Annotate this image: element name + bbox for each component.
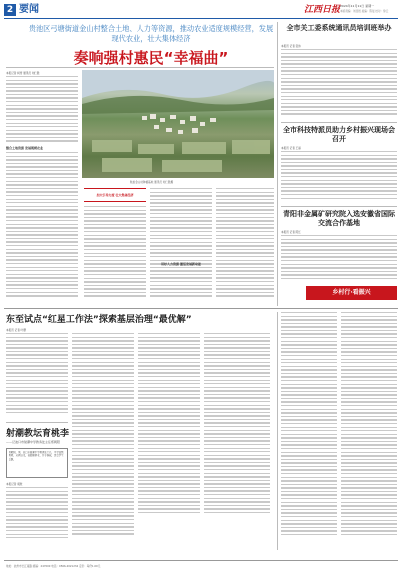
lead-subhead-box: [84, 188, 146, 202]
lead-title: 奏响强村惠民“幸福曲”: [73, 49, 229, 67]
right-story-2-title: 全市科技特派员助力乡村振兴现场会召开: [283, 126, 395, 143]
lead-body-col1: [6, 76, 78, 144]
editor-line: 本版责编：刘佳晨 美编：陈瑶 校对：徐云: [340, 10, 389, 13]
lead-subhead-1: 整合土地资源 发展规模农业: [6, 146, 44, 150]
right-story-3-title: 青阳非金属矿研究院入选安徽省国际交流合作基地: [283, 210, 395, 227]
middle-body-col4: [204, 333, 270, 523]
masthead-logo: 江西日报: [304, 5, 341, 15]
header-rule: [4, 18, 398, 19]
middle-story-byline: 本报讯 记者 叶珊: [6, 329, 26, 332]
lead-body-col4: [216, 188, 274, 302]
bottom-story-byline: 本报记者 胡欣: [6, 483, 23, 486]
lead-subhead-3: 用好人力资源 激活发展新动能: [160, 262, 202, 266]
section-divider: [4, 308, 398, 309]
bottom-story-title: 射潮教坛育桃李: [6, 429, 70, 439]
footer-text: 地址：池州市长江南路 邮编：247000 电话：0566-2021234 定价：每份1.00元: [6, 565, 101, 568]
right-story-1-byline: 本报讯 记者 张伟: [281, 45, 301, 48]
right-story-1-body: [281, 49, 397, 119]
right-rule-1: [281, 122, 397, 123]
lead-subhead-2: 加大引导力度 壮大集体经济: [96, 193, 134, 197]
section-banner: 乡村行·看振兴: [306, 286, 397, 300]
right-story-3-byline: 本报讯 记者 陈红: [281, 231, 301, 234]
village-aerial-illustration: [82, 70, 274, 178]
column-rule-right: [277, 22, 278, 306]
section-label: 要闻: [19, 4, 39, 15]
lower-right-col2: [341, 312, 397, 542]
date-line: 2024年11月11日 星期一: [340, 4, 375, 8]
lead-body-col3: [150, 188, 212, 302]
lead-rule: [6, 67, 274, 68]
photo-caption: 航拍金山村种植基地 通讯员 刘仁胜摄: [130, 181, 174, 184]
bottom-story-box-text: 郑朝阳，男，池口市射潮中学教务处主任，中学高级教师。从教以来，他勤勉敬业，甘于奉献，深受学生爱戴。: [8, 450, 64, 461]
bottom-story-box: [6, 448, 68, 478]
middle-body-col1: [6, 333, 68, 419]
lead-photo: [82, 70, 274, 178]
lead-body-col2: [84, 206, 146, 302]
lead-body-col1b: [6, 152, 78, 302]
middle-story-title: 东至试点“红星工作法”探索基层治理“最优解”: [6, 315, 192, 325]
right-story-2-byline: 本报讯 记者 王丽: [281, 147, 301, 150]
footer-rule: [4, 560, 398, 561]
right-rule-2: [281, 206, 397, 207]
bottom-story-rule: [6, 422, 68, 423]
page-number-badge: 2: [4, 4, 16, 16]
bottom-story-body: [6, 487, 68, 543]
column-rule-lower-right: [277, 312, 278, 550]
lower-right-col1: [281, 312, 337, 542]
right-story-1-title: 全市关工委系统通讯员培训班举办: [286, 24, 392, 32]
right-story-3-body: [281, 235, 397, 283]
bottom-story-subtitle: ——记池口市射潮中学教务处主任郑朝阳: [6, 440, 61, 444]
middle-body-col3: [138, 333, 200, 523]
right-story-2-body: [281, 151, 397, 203]
lead-byline: 本报记者 柯雪 通讯员 刘仁胜: [6, 72, 40, 75]
lead-subtitle: 贵池区弓塘街道金山村整合土地、人力等资源，推动农业适度规模经营，发展现代农业，壮大集体经济: [28, 24, 274, 43]
